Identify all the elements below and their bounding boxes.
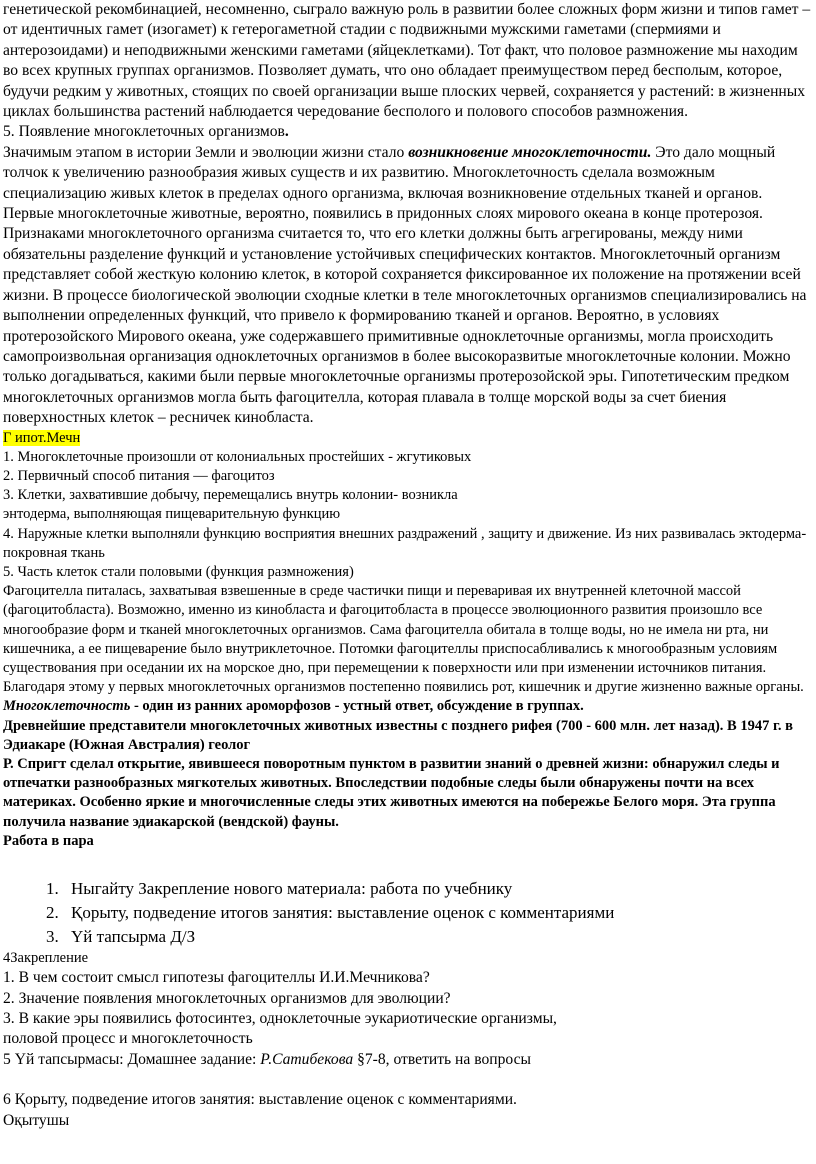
multicellularity-emphasis: возникновение многоклеточности. <box>408 143 652 161</box>
multicellularity-start: Значимым этапом в истории Земли и эволюции жизни стало <box>3 143 409 161</box>
spacer <box>3 1070 813 1090</box>
homework-end: §7-8, ответить на вопросы <box>353 1050 531 1068</box>
ediacara-paragraph-2: Р. Спригт сделал открытие, явившееся поворотным пунктом в развитии знаний о древней жизни: обнаружил следы и отпечатки разнообразных мягкотелых животных. Впоследствии подобные следы были обнаружены почти на всех материках. Особенно яркие и многочисленные следы этих животных имеются на побережье Белого моря. Эта группа получила название эдиакарской (вендской) фауны. <box>3 755 780 830</box>
signs-paragraph: Признаками многоклеточного организма считается то, что его клетки должны быть агрегированы, между ними обязательны разделение функций и установление устойчивых специфических контактов. Многоклеточный организм представляет собой жесткую колонию клеток, в которой сохраняется фиксированное их положение на протяжении всей жизни. В процессе биологической эволюции сходные клетки в теле многоклеточных организмов специализировались на выполнении определенных функций, что привело к формированию тканей и органов. Вероятно, в условиях протерозойского Мирового океана, уже содержавшего примитивные одноклеточные организмы, могла происходить самопроизвольная организация одноклеточных организмов в более высокоразвитые многоклеточные колонии. Можно только догадываться, какими были первые многоклеточные организмы протерозойской эры. Гипотетическим предком многоклеточных организмов могла быть фагоцителла, которая плавала в толще морской воды за счет биения поверхностных клеток – ресничек кинобласта. <box>3 225 807 427</box>
hypothesis-label-line <box>3 429 813 448</box>
consolidation-question: половой процесс и многоклеточность <box>3 1030 253 1048</box>
summary-line: 6 Қорыту, подведение итогов занятия: выставление оценок с комментариями. <box>3 1091 517 1109</box>
aromorph-term: Многоклеточность <box>3 698 131 715</box>
hypothesis-point: 5. Часть клеток стали половыми (функция размножения) <box>3 563 354 580</box>
section-heading <box>3 122 813 142</box>
consolidation-question: 3. В какие эры появились фотосинтез, одноклеточные эукариотические организмы, <box>3 1010 557 1028</box>
hypothesis-point: энтодерма, выполняющая пищеварительную функцию <box>3 506 341 523</box>
lesson-step: 3. Үй тапсырма Д/З <box>63 925 813 949</box>
consolidation-question: 1. В чем состоит смысл гипотезы фагоцителлы И.И.Мечникова? <box>3 969 430 987</box>
homework-start: 5 Үй тапсырмасы: Домашнее задание: <box>3 1050 261 1068</box>
hypothesis-point: 2. Первичный способ питания — фагоцитоз <box>3 467 275 484</box>
multicellularity-end: Это дало мощный толчок к увеличению разнообразия живых существ и их развитию. Многоклеточность сделала возможным специализацию живых клеток в пределах одного организма, включая возникновение отдельных тканей и органов. Первые многоклеточные животные, вероятно, появились в придонных слоях мирового океана в конце протерозоя. <box>3 143 776 223</box>
intro-paragraph: генетической рекомбинацией, несомненно, сыграло важную роль в развитии более сложных форм жизни и типов гамет – от идентичных гамет (изогамет) к гетерогаметной стадии с подвижными мужскими гаметами (спермиями и антерозоидами) и неподвижными женскими гаметами (яйцеклетками). Тот факт, что половое размножение мы находим во всех крупных группах организмов. Позволяет думать, что оно обладает преимуществом перед бесполым, которое, будучи редким у животных, стоящих по своей организации выше плоских червей, сохраняется у растений: в жизненных циклах большинства растений наблюдается чередование бесполого и полового способов размножения. <box>3 1 811 121</box>
ediacara-paragraph-1: Древнейшие представители многоклеточных животных известны с позднего рифея (700 - 600 млн. лет назад). В 1947 г. в Эдиакаре (Южная Австралия) геолог <box>3 717 794 753</box>
lesson-step: 1. Ныгайту Закрепление нового материала: работа по учебнику <box>63 877 813 901</box>
homework-author: Р.Сатибекова <box>260 1050 354 1068</box>
pair-work-line: Работа в пара <box>3 832 94 849</box>
aromorph-line <box>3 697 813 716</box>
lesson-step: 2. Қорыту, подведение итогов занятия: выставление оценок с комментариями <box>63 901 813 925</box>
hypothesis-point: 1. Многоклеточные произошли от колониальных простейших - жгутиковых <box>3 448 472 465</box>
section-heading-text: 5. Появление многоклеточных организмов <box>3 123 285 141</box>
consolidation-heading: 4Закрепление <box>3 950 89 966</box>
aromorph-rest: - один из ранних ароморфозов - устный ответ, обсуждение в группах. <box>130 698 584 715</box>
multicellularity-paragraph <box>3 143 813 225</box>
hypothesis-point: 4. Наружные клетки выполняли функцию восприятия внешних раздражений , защиту и движение. Из них развивалась эктодерма- покровная ткань <box>3 525 807 561</box>
hypothesis-point: 3. Клетки, захватившие добычу, перемещались внутрь колонии- возникла <box>3 487 458 504</box>
spacer <box>3 851 813 871</box>
lesson-steps-list <box>3 877 813 949</box>
phagocytella-paragraph: Фагоцителла питалась, захватывая взвешенные в среде частички пищи и переваривая их внутренней клеточной массой (фагоцитобласта). Возможно, именно из кинобласта и фагоцитобласта в процессе эволюционного развития произошло все многообразие форм и тканей многоклеточных организмов. Сама фагоцителла обитала в толще воды, но не имела ни рта, ни кишечника, а ее пищеварение было внутриклеточное. Потомки фагоцителлы приспосабливались к многообразным условиям существования при оседании их на морское дно, при перемещении к поверхности или при изменении источников питания. Благодаря этому у первых многоклеточных организмов постепенно появились рот, кишечник и другие жизненно важные органы. <box>3 583 804 696</box>
teacher-line: Оқытушы <box>3 1111 70 1129</box>
hypothesis-label: Г ипот.Мечн <box>3 429 81 446</box>
section-heading-dot: . <box>284 123 289 141</box>
homework-line <box>3 1050 813 1070</box>
consolidation-question: 2. Значение появления многоклеточных организмов для эволюции? <box>3 989 451 1007</box>
